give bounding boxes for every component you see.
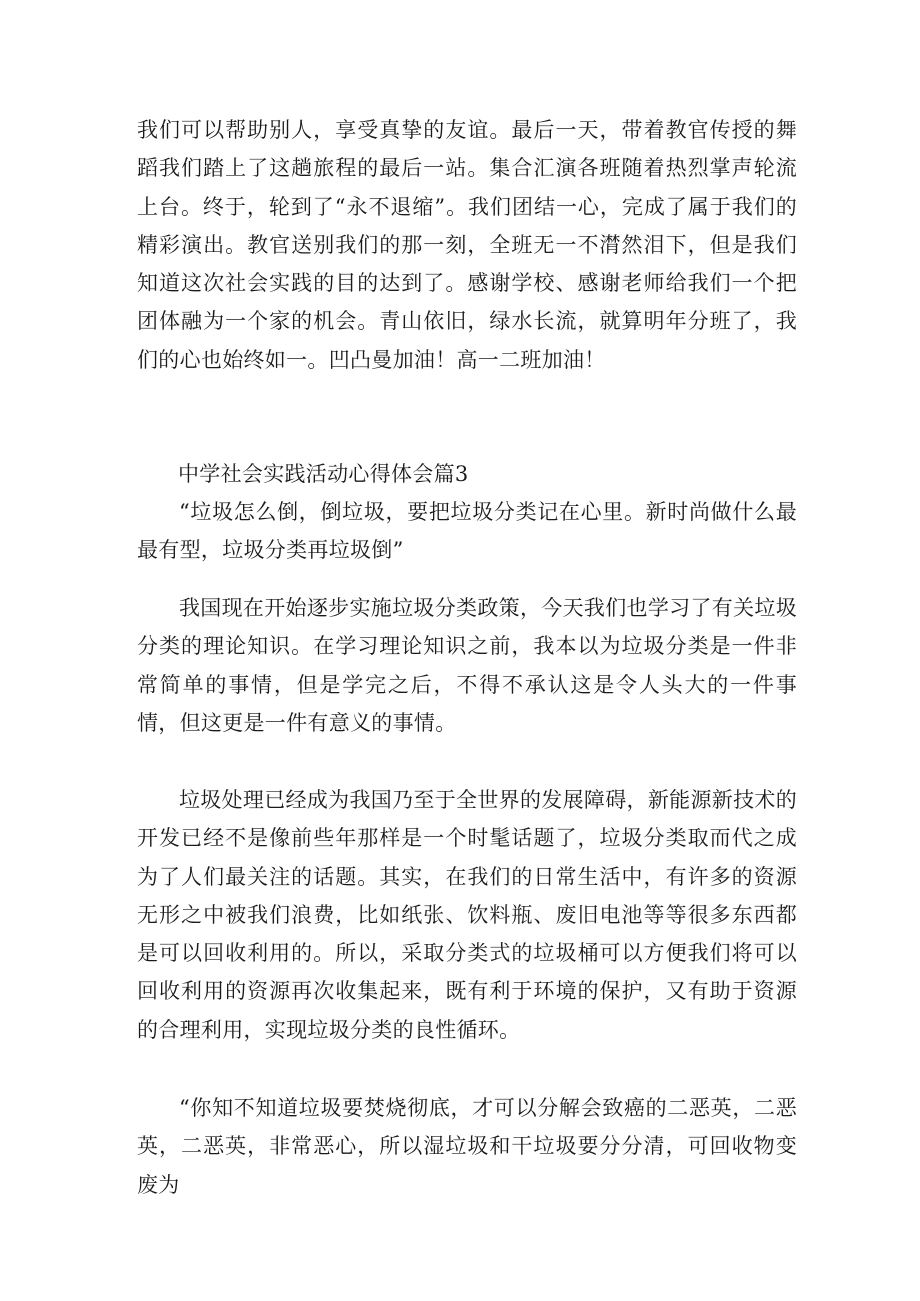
paragraph-quote-1: “垃圾怎么倒，倒垃圾，要把垃圾分类记在心里。新时尚做什么最最有型，垃圾分类再垃圾倒” <box>137 500 797 563</box>
section-heading: 中学社会实践活动心得体会篇3 <box>178 462 469 486</box>
paragraph-1: 我们可以帮助别人，享受真挚的友谊。最后一天，带着教官传授的舞蹈我们踏上了这趟旅程的最后一站。集合汇演各班随着热烈掌声轮流上台。终于，轮到了“永不退缩”。我们团结一心，完成了属于我们的精彩演出。教官送别我们的那一刻，全班无一不潸然泪下，但是我们知道这次社会实践的目的达到了。感谢学校、感谢老师给我们一个把团体融为一个家的机会。青山依旧，绿水长流，就算明年分班了，我们的心也始终如一。凹凸曼加油！高一二班加油！ <box>137 118 797 372</box>
paragraph-quote-2: “你知不知道垃圾要焚烧彻底，才可以分解会致癌的二恶英，二恶英，二恶英，非常恶心，所以湿垃圾和干垃圾要分分清，可回收物变废为 <box>137 1096 797 1197</box>
paragraph-2: 我国现在开始逐步实施垃圾分类政策，今天我们也学习了有关垃圾分类的理论知识。在学习理论知识之前，我本以为垃圾分类是一件非常简单的事情，但是学完之后，不得不承认这是令人头大的一件事情，但这更是一件有意义的事情。 <box>137 596 797 735</box>
paragraph-3: 垃圾处理已经成为我国乃至于全世界的发展障碍，新能源新技术的开发已经不是像前些年那样是一个时髦话题了，垃圾分类取而代之成为了人们最关注的话题。其实，在我们的日常生活中，有许多的资源无形之中被我们浪费，比如纸张、饮料瓶、废旧电池等等很多东西都是可以回收利用的。所以，采取分类式的垃圾桶可以方便我们将可以回收利用的资源再次收集起来，既有利于环境的保护，又有助于资源的合理利用，实现垃圾分类的良性循环。 <box>137 788 797 1042</box>
